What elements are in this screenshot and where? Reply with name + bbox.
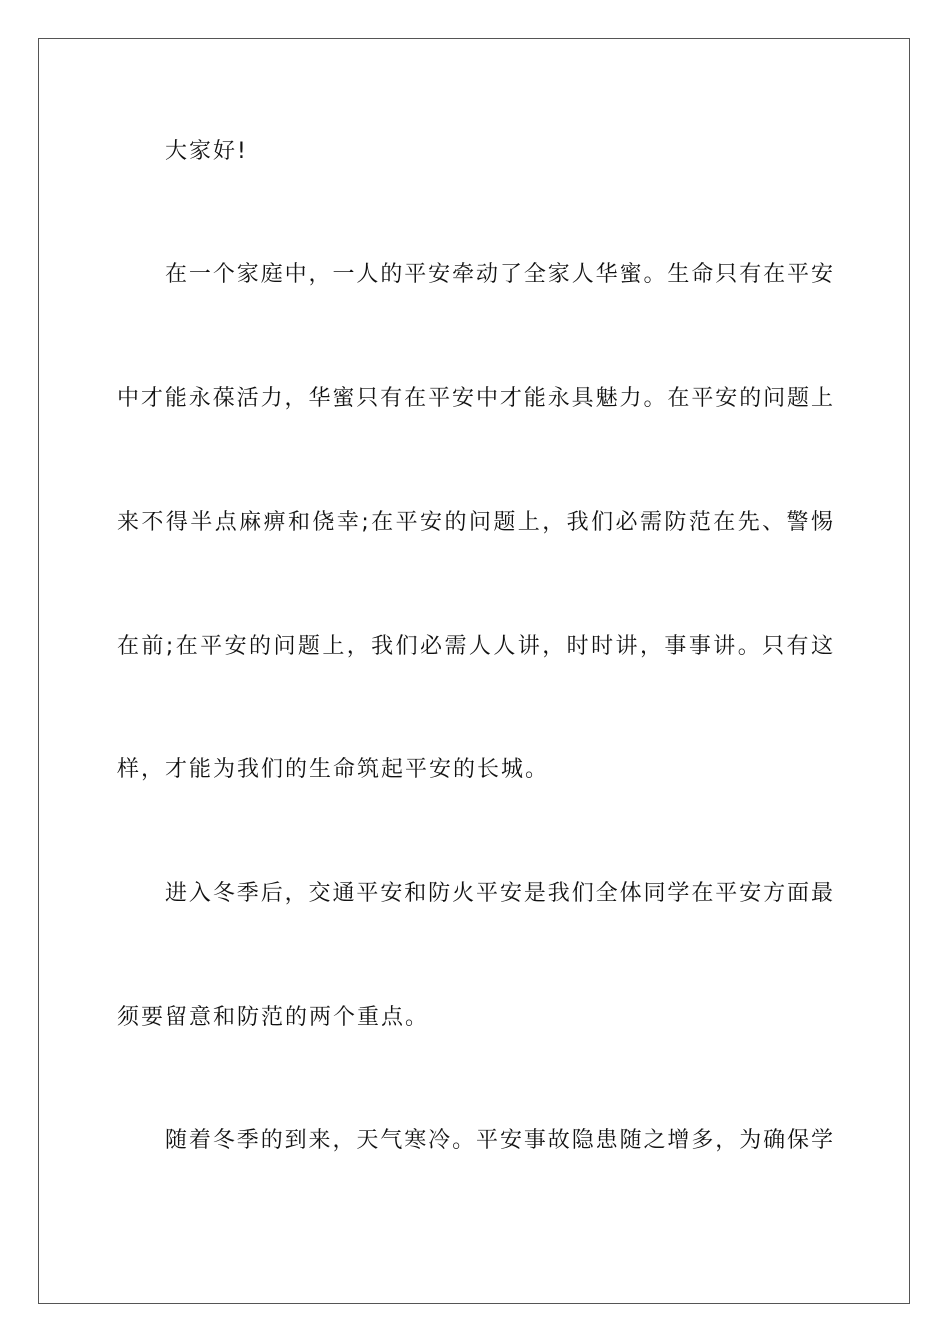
paragraph-line: 随着冬季的到来，天气寒冷。平安事故隐患随之增多，为确保学 xyxy=(165,1128,833,1153)
paragraph-line: 来不得半点麻痹和侥幸;在平安的问题上，我们必需防范在先、警惕 xyxy=(117,510,833,535)
paragraph-line: 进入冬季后，交通平安和防火平安是我们全体同学在平安方面最 xyxy=(165,881,833,906)
paragraph-line: 在前;在平安的问题上，我们必需人人讲，时时讲，事事讲。只有这 xyxy=(117,634,833,659)
greeting-line: 大家好! xyxy=(165,139,248,164)
paragraph-line: 须要留意和防范的两个重点。 xyxy=(117,1005,430,1030)
paragraph-line: 中才能永葆活力，华蜜只有在平安中才能永具魅力。在平安的问题上 xyxy=(117,386,833,411)
paragraph-line: 在一个家庭中，一人的平安牵动了全家人华蜜。生命只有在平安 xyxy=(165,262,833,287)
document-page xyxy=(38,38,910,1304)
paragraph-line: 样，才能为我们的生命筑起平安的长城。 xyxy=(117,757,550,782)
